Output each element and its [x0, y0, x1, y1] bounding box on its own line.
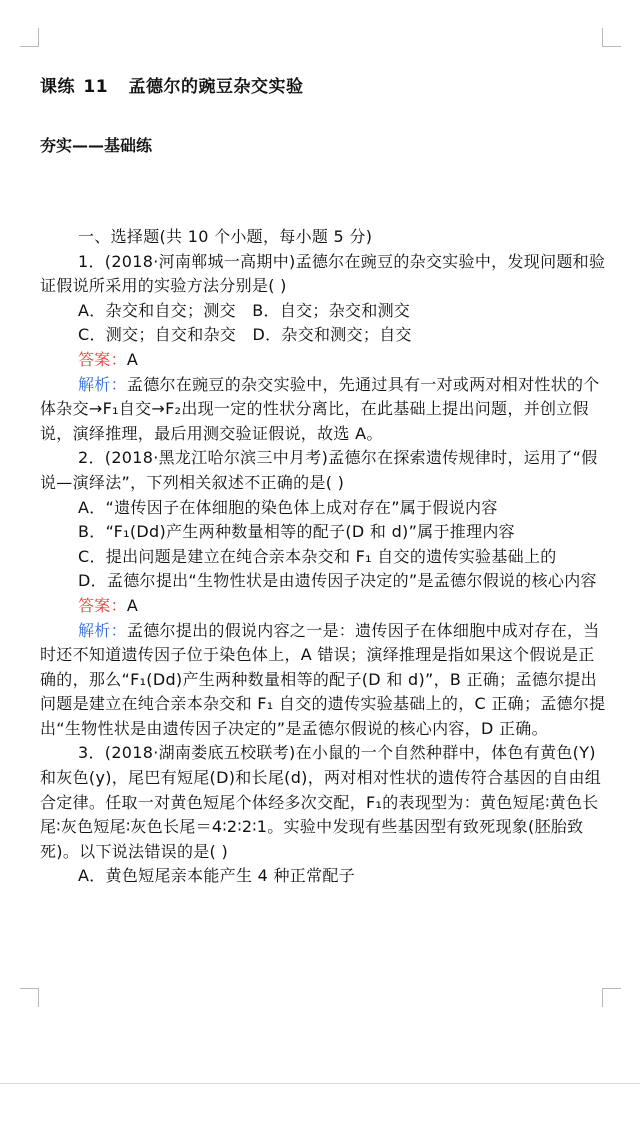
question-1-analysis: [40, 373, 606, 447]
section-heading: 一、选择题(共 10 个小题，每小题 5 分): [78, 227, 373, 246]
section-subtitle: 夯实——基础练: [40, 136, 153, 155]
question-2-option-b: B．“F₁(Dd)产生两种数量相等的配子(D 和 d)”属于推理内容: [78, 522, 515, 542]
page-bottom-divider: [0, 1083, 640, 1084]
analysis-label: 解析：: [78, 620, 127, 640]
question-1-stem: 1．(2018·河南郸城一高期中)孟德尔在豌豆的杂交实验中，发现问题和验证假说所采用的实验方法分别是( ): [40, 251, 606, 296]
analysis-text: 孟德尔在豌豆的杂交实验中，先通过具有一对或两对相对性状的个体杂交→F₁自交→F₂出现一定的性状分离比，在此基础上提出问题，并创立假说，演绎推理，最后用测交验证假说，故选 A。: [40, 374, 600, 443]
question-2-stem: 2．(2018·黑龙江哈尔滨三中月考)孟德尔在探索遗传规律时，运用了“假说—演绎法”，下列相关叙述不正确的是( ): [40, 448, 598, 492]
page-title: [40, 72, 304, 97]
question-3-option-a: A．黄色短尾亲本能产生 4 种正常配子: [78, 866, 355, 886]
question-1-answer: [40, 348, 606, 373]
question-2-answer: [40, 594, 606, 619]
document-body: [40, 225, 606, 889]
page-corner-mark-bottom-left: [20, 988, 39, 1007]
question-2-analysis: [40, 619, 606, 742]
question-2-option-a: A．“遗传因子在体细胞的染色体上成对存在”属于假说内容: [78, 497, 498, 517]
question-2-option-c: C．提出问题是建立在纯合亲本杂交和 F₁ 自交的遗传实验基础上的: [78, 546, 557, 566]
answer-value: A: [126, 595, 139, 615]
question-2-option-d: D．孟德尔提出“生物性状是由遗传因子决定的”是孟德尔假说的核心内容: [78, 571, 597, 591]
answer-value: A: [126, 349, 139, 369]
question-1-options-ab: A．杂交和自交；测交 B．自交；杂交和测交: [78, 300, 411, 320]
answer-label: 答案：: [78, 595, 127, 615]
title-text: 孟德尔的豌豆杂交实验: [128, 77, 304, 97]
question-3-stem: 3．(2018·湖南娄底五校联考)在小鼠的一个自然种群中，体色有黄色(Y)和灰色(y)，尾巴有短尾(D)和长尾(d)，两对相对性状的遗传符合基因的自由组合定律。任取一对黄色短尾个体经多次交配，F₁的表现型为：黄色短尾∶黄色长尾∶灰色短尾∶灰色长尾＝4∶2∶2∶1。实验中发现有些基因型有致死现象(胚胎致死)。以下说法错误的是( ): [40, 743, 602, 861]
answer-label: 答案：: [78, 349, 127, 369]
analysis-label: 解析：: [78, 374, 127, 394]
page-corner-mark-top-left: [20, 28, 39, 47]
page-corner-mark-bottom-right: [602, 988, 621, 1007]
title-number: 11: [83, 77, 109, 97]
question-1-options-cd: C．测交；自交和杂交 D．杂交和测交；自交: [78, 325, 412, 345]
page-corner-mark-top-right: [602, 28, 621, 47]
title-prefix: 课练: [40, 77, 75, 97]
analysis-text: 孟德尔提出的假说内容之一是：遗传因子在体细胞中成对存在，当时还不知道遗传因子位于染色体上，A 错误；演绎推理是指如果这个假说是正确的，那么“F₁(Dd)产生两种数量相等的配子(D 和 d)”，B 正确；孟德尔提出问题是建立在纯合亲本杂交和 F₁ 自交的遗传实验基础上的，C 正确；孟德尔提出“生物性状是由遗传因子决定的”是孟德尔假说的核心内容，D 正确。: [40, 620, 606, 738]
